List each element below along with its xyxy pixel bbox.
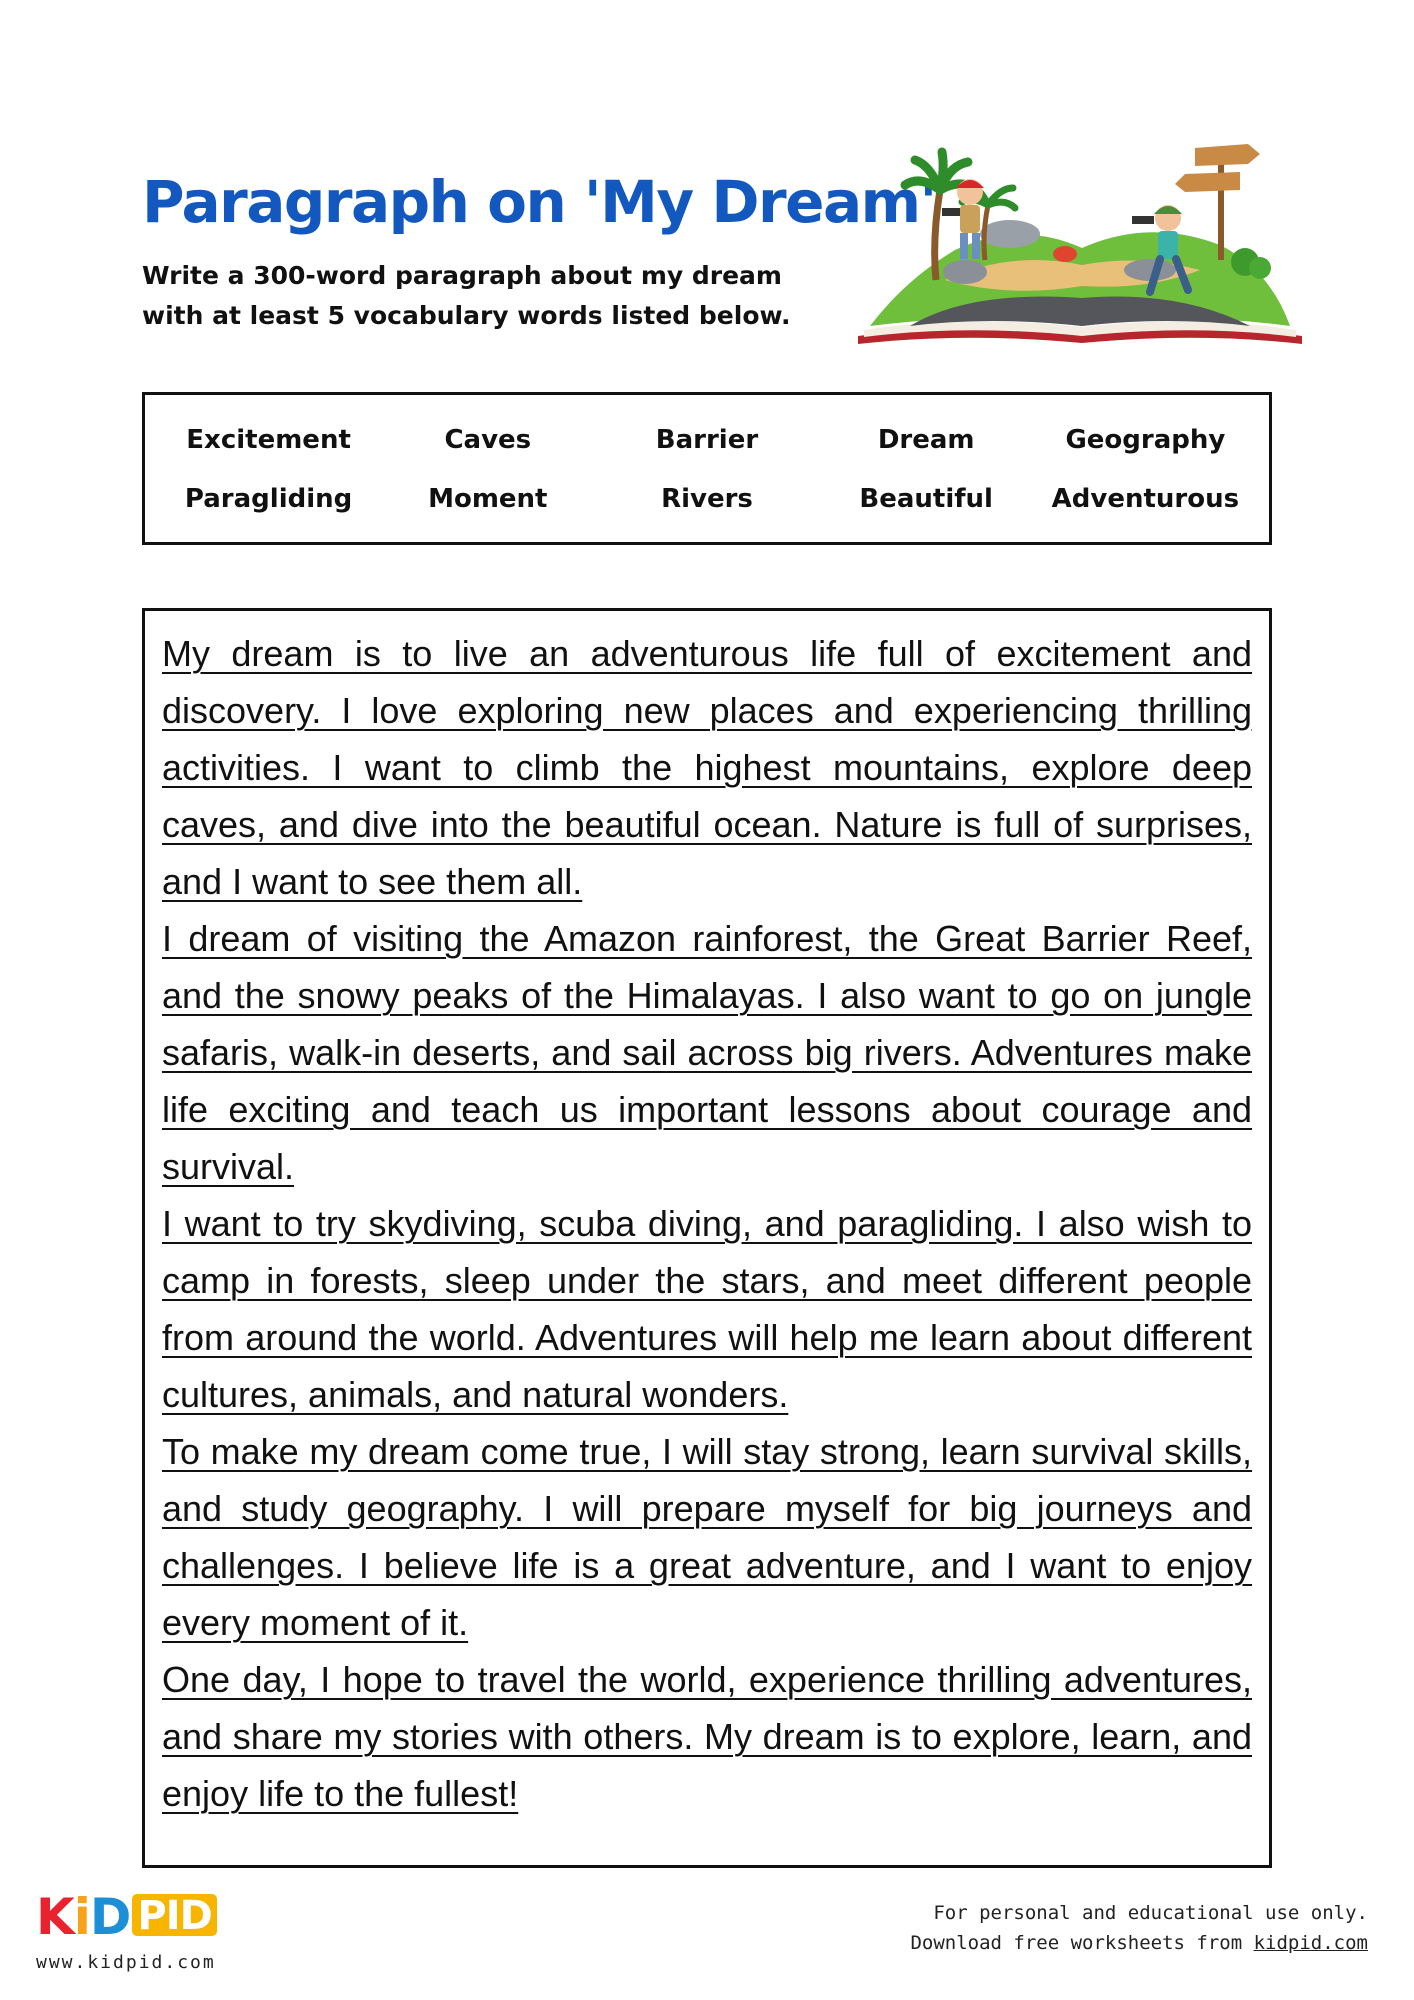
essay-text [162, 625, 1252, 1822]
essay-paragraph: To make my dream come true, I will stay strong, learn survival skills, and study geography. I will prepare myself for big journeys and challenges. I believe life is a great adventure, and I want to enjoy every moment of it. [162, 1431, 1252, 1643]
vocab-word: Beautiful [859, 483, 993, 514]
logo-url: www.kidpid.com [36, 1952, 216, 1973]
kidpid-link[interactable]: kidpid.com [1253, 1932, 1368, 1954]
vocab-word: Rivers [661, 483, 753, 514]
vocab-word: Dream [877, 425, 975, 456]
vocab-word: Moment [428, 483, 548, 514]
kidpid-logo: KiD PID [36, 1892, 217, 1942]
vocab-word: Adventurous [1051, 483, 1240, 514]
vocabulary-box [142, 392, 1272, 545]
page-title: Paragraph on 'My Dream' [142, 168, 936, 236]
vocab-word: Caves [444, 425, 532, 456]
instructions [142, 256, 842, 336]
rock-icon [943, 260, 987, 284]
footer-note [910, 1898, 1368, 1958]
crab-icon [1053, 246, 1077, 262]
vocab-word: Excitement [186, 425, 351, 456]
signpost-icon [1218, 150, 1224, 260]
essay-paragraph: My dream is to live an adventurous life full of excitement and discovery. I love exploring new places and experiencing thrilling activities. I want to climb the highest mountains, explore deep caves, and dive into the beautiful ocean. Nature is full of surprises, and I want to see them all. [162, 633, 1252, 902]
essay-box [142, 608, 1272, 1868]
instruction-line-1: Write a 300-word paragraph about my dream [142, 261, 782, 290]
instruction-line-2: with at least 5 vocabulary words listed below. [142, 301, 791, 330]
adventure-book-illustration [850, 130, 1310, 355]
essay-paragraph: One day, I hope to travel the world, experience thrilling adventures, and share my stories with others. My dream is to explore, learn, and enjoy life to the fullest! [162, 1659, 1252, 1814]
vocab-word: Paragliding [184, 483, 353, 514]
footer-line-2: Download free worksheets from kidpid.com [910, 1932, 1368, 1954]
essay-paragraph: I dream of visiting the Amazon rainforest, the Great Barrier Reef, and the snowy peaks of the Himalayas. I also want to go on jungle safaris, walk-in deserts, and sail across big rivers. Adventures make life exciting and teach us important lessons about courage and survival. [162, 918, 1252, 1187]
vocab-word: Geography [1065, 425, 1226, 456]
footer-line-1: For personal and educational use only. [933, 1902, 1368, 1924]
vocab-word: Barrier [655, 425, 759, 456]
essay-paragraph: I want to try skydiving, scuba diving, and paragliding. I also wish to camp in forests, sleep under the stars, and meet different people from around the world. Adventures will help me learn about different cultures, animals, and natural wonders. [162, 1203, 1252, 1415]
